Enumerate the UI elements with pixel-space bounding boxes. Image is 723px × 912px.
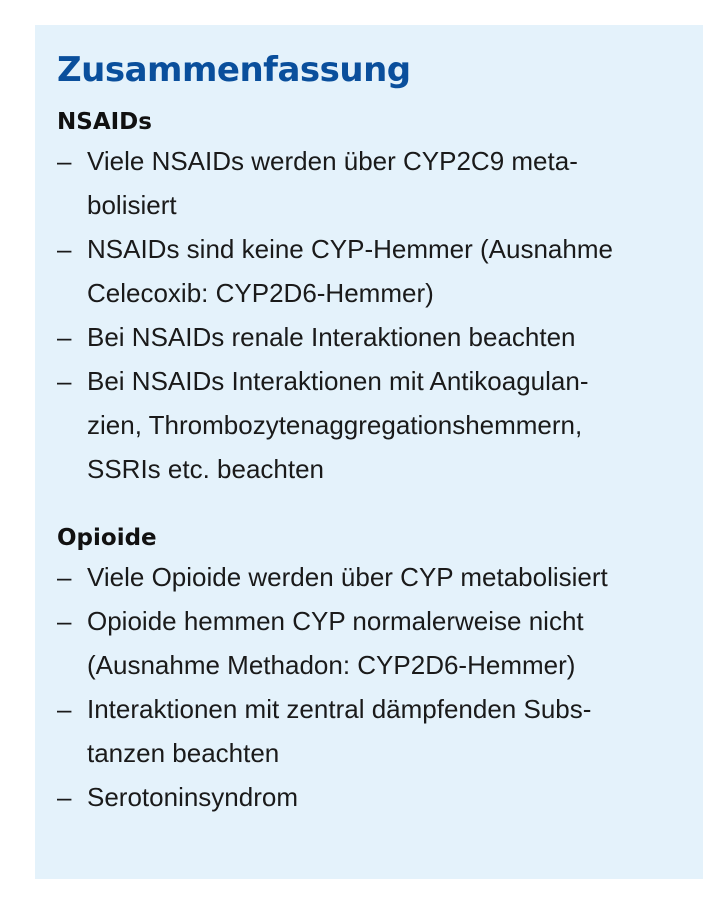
bullet-dash: – [57,322,72,352]
list-item [57,227,673,315]
section-heading-nsaids: NSAIDs [57,109,152,135]
bullet-dash: – [57,606,72,636]
bullet-dash: – [57,146,72,176]
list-item [57,139,673,227]
list-item-line: Celecoxib: CYP2D6-Hemmer) [87,278,434,308]
list-item [57,359,673,491]
list-item-line: Viele NSAIDs werden über CYP2C9 meta- [87,146,578,176]
summary-title: Zusammenfassung [57,50,411,90]
list-item-line: (Ausnahme Methadon: CYP2D6-Hemmer) [87,650,576,680]
list-item-line: Interaktionen mit zentral dämpfenden Subs- [87,694,592,724]
list-item-line: tanzen beachten [87,738,280,768]
opioide-list [57,555,673,819]
list-item-line: Viele Opioide werden über CYP metabolisiert [87,562,608,592]
bullet-dash: – [57,562,72,592]
list-item [57,599,673,687]
summary-box [35,25,703,879]
list-item-line: Opioide hemmen CYP normalerweise nicht [87,606,584,636]
list-item [57,315,673,359]
section-heading-opioide: Opioide [57,525,157,551]
list-item-line: Bei NSAIDs renale Interaktionen beachten [87,322,576,352]
list-item-line: SSRIs etc. beachten [87,454,325,484]
bullet-dash: – [57,366,72,396]
list-item [57,687,673,775]
list-item-line: Bei NSAIDs Interaktionen mit Antikoagulan- [87,366,589,396]
list-item-line: NSAIDs sind keine CYP-Hemmer (Ausnahme [87,234,613,264]
nsaids-list [57,139,673,491]
list-item [57,775,673,819]
bullet-dash: – [57,782,72,812]
bullet-dash: – [57,694,72,724]
list-item-line: zien, Thrombozytenaggregationshemmern, [87,410,583,440]
list-item-line: Serotoninsyndrom [87,782,298,812]
list-item [57,555,673,599]
bullet-dash: – [57,234,72,264]
list-item-line: bolisiert [87,190,177,220]
